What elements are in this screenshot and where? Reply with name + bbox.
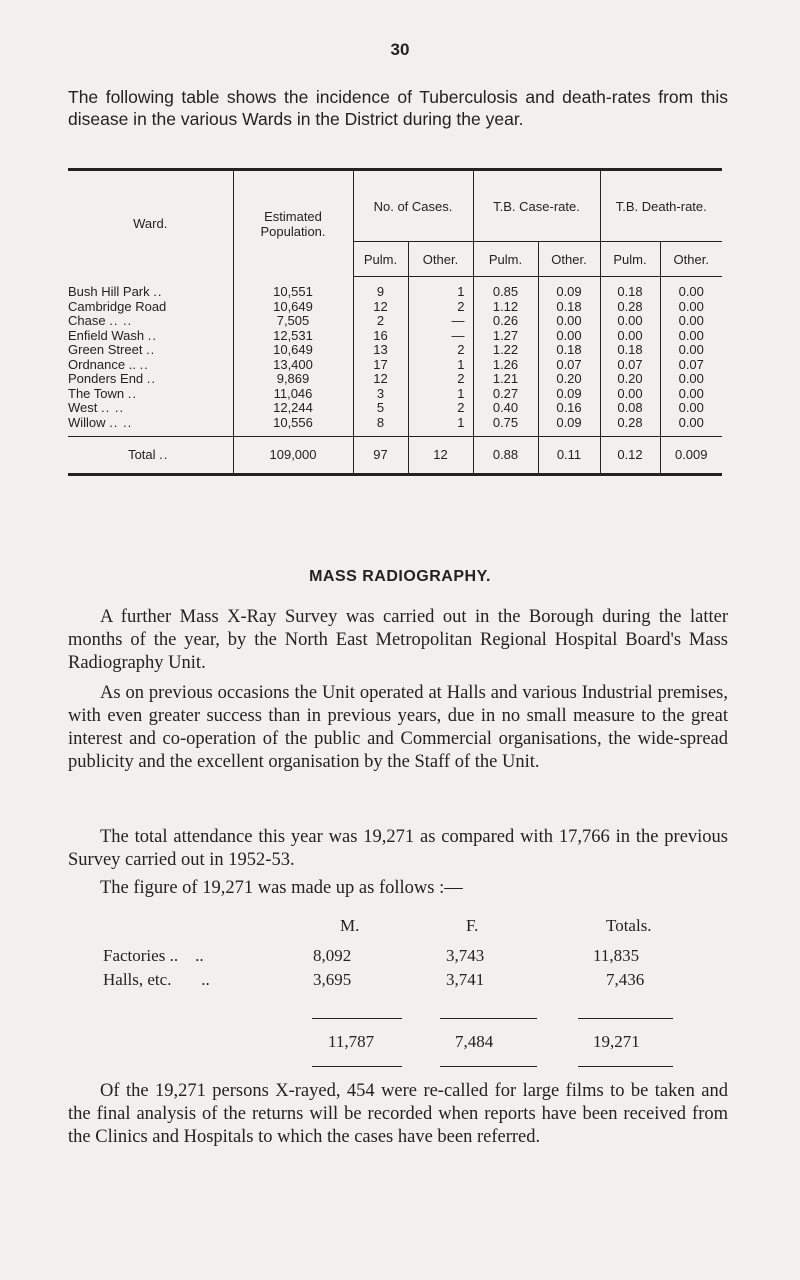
sum-f: 7,484 bbox=[455, 1032, 494, 1051]
halls-f: 3,741 bbox=[446, 970, 485, 989]
header-cases: No. of Cases. bbox=[353, 170, 473, 242]
total-label: Total bbox=[128, 446, 156, 462]
ward-name: Green Street bbox=[68, 342, 143, 357]
table-row bbox=[68, 300, 722, 315]
leader-dots: .. .. bbox=[109, 313, 133, 328]
ward-name: The Town bbox=[68, 385, 125, 401]
table-row bbox=[68, 343, 722, 358]
ward-name: Ponders End bbox=[68, 371, 144, 386]
header-deathrate-pulm: Pulm. bbox=[600, 242, 660, 277]
population-cell: 12,244 bbox=[233, 401, 353, 416]
leader-dots: .. .. bbox=[109, 414, 133, 430]
deathrate-pulm-cell: 0.00 bbox=[600, 314, 660, 329]
table-row bbox=[68, 329, 722, 344]
sum-rule-top bbox=[578, 1018, 673, 1019]
paragraph-figure-intro: The figure of 19,271 was made up as follows :— bbox=[100, 878, 463, 898]
cases-pulm-cell: 12 bbox=[353, 300, 408, 315]
caserate-pulm-cell: 0.85 bbox=[473, 277, 538, 300]
cases-pulm-cell: 5 bbox=[353, 401, 408, 416]
column-header-m: M. bbox=[340, 916, 360, 935]
population-cell: 11,046 bbox=[233, 387, 353, 402]
total-deathrate-pulm: 0.12 bbox=[600, 437, 660, 475]
table-row bbox=[68, 416, 722, 437]
deathrate-other-cell: 0.00 bbox=[660, 329, 722, 344]
sum-rule-bottom bbox=[312, 1066, 402, 1067]
leader-dots: .. bbox=[147, 327, 157, 343]
leader-dots: .. .. bbox=[101, 400, 125, 415]
cases-other-cell: 1 bbox=[408, 277, 473, 300]
cases-pulm-cell: 8 bbox=[353, 416, 408, 437]
population-cell: 12,531 bbox=[233, 329, 353, 344]
cases-pulm-cell: 9 bbox=[353, 277, 408, 300]
caserate-other-cell: 0.09 bbox=[538, 387, 600, 402]
deathrate-other-cell: 0.00 bbox=[660, 277, 722, 300]
total-deathrate-other: 0.009 bbox=[660, 437, 722, 475]
leader-dots: .. bbox=[195, 946, 204, 965]
paragraph-operation: As on previous occasions the Unit operated at Halls and various Industrial premises, with even greater success than in previous years, due in no small measure to the great interest and co-operation of the public and Commercial organisations, the wide-spread publicity and the excellent organisation by the Staff of the Unit. bbox=[68, 683, 728, 772]
column-header-totals: Totals. bbox=[606, 916, 652, 935]
table-row bbox=[68, 372, 722, 387]
total-cases-other: 12 bbox=[408, 437, 473, 475]
sum-total: 19,271 bbox=[593, 1032, 640, 1051]
total-population: 109,000 bbox=[233, 437, 353, 475]
row-label-halls: Halls, etc. .. bbox=[103, 970, 210, 989]
header-caserate-pulm: Pulm. bbox=[473, 242, 538, 277]
sum-rule-top bbox=[440, 1018, 537, 1019]
population-cell: 7,505 bbox=[233, 314, 353, 329]
caserate-pulm-cell: 1.27 bbox=[473, 329, 538, 344]
caserate-pulm-cell: 1.12 bbox=[473, 300, 538, 315]
halls-m: 3,695 bbox=[313, 970, 352, 989]
population-cell: 10,649 bbox=[233, 300, 353, 315]
header-ward: Ward. bbox=[133, 216, 168, 232]
deathrate-other-cell: 0.00 bbox=[660, 401, 722, 416]
column-header-f: F. bbox=[466, 916, 479, 935]
deathrate-other-cell: 0.00 bbox=[660, 300, 722, 315]
page-number: 30 bbox=[390, 40, 410, 59]
total-caserate-other: 0.11 bbox=[538, 437, 600, 475]
leader-dots: .. bbox=[146, 342, 156, 357]
table-row bbox=[68, 401, 722, 416]
table-row bbox=[68, 277, 722, 300]
caserate-other-cell: 0.00 bbox=[538, 314, 600, 329]
factories-f: 3,743 bbox=[446, 946, 485, 965]
leader-dots: .. bbox=[153, 283, 163, 299]
header-case-rate: T.B. Case-rate. bbox=[473, 170, 600, 242]
ward-name: West bbox=[68, 400, 98, 415]
caserate-other-cell: 0.00 bbox=[538, 329, 600, 344]
deathrate-other-cell: 0.00 bbox=[660, 343, 722, 358]
leader-dots: .. bbox=[146, 371, 157, 386]
deathrate-other-cell: 0.00 bbox=[660, 387, 722, 402]
caserate-pulm-cell: 1.26 bbox=[473, 358, 538, 373]
deathrate-pulm-cell: 0.18 bbox=[600, 277, 660, 300]
cases-other-cell: 2 bbox=[408, 343, 473, 358]
caserate-other-cell: 0.18 bbox=[538, 300, 600, 315]
cases-other-cell: 2 bbox=[408, 300, 473, 315]
cases-pulm-cell: 2 bbox=[353, 314, 408, 329]
cases-other-cell: — bbox=[408, 314, 473, 329]
table-row bbox=[68, 314, 722, 329]
population-cell: 13,400 bbox=[233, 358, 353, 373]
table-row bbox=[68, 358, 722, 373]
cases-other-cell: 2 bbox=[408, 401, 473, 416]
leader-dots: .. bbox=[127, 385, 137, 401]
population-cell: 10,551 bbox=[233, 277, 353, 300]
deathrate-pulm-cell: 0.28 bbox=[600, 300, 660, 315]
paragraph-attendance: The total attendance this year was 19,271 as compared with 17,766 in the previous Survey carried out in 1952-53. bbox=[68, 827, 728, 870]
caserate-pulm-cell: 1.21 bbox=[473, 372, 538, 387]
table-row bbox=[68, 387, 722, 402]
ward-name: Ordnance .. bbox=[68, 356, 136, 372]
total-cases-pulm: 97 bbox=[353, 437, 408, 475]
total-caserate-pulm: 0.88 bbox=[473, 437, 538, 475]
cases-pulm-cell: 12 bbox=[353, 372, 408, 387]
caserate-other-cell: 0.09 bbox=[538, 416, 600, 437]
total-row bbox=[68, 437, 722, 475]
row-label-factories: Factories .. .. bbox=[103, 946, 204, 965]
deathrate-other-cell: 0.00 bbox=[660, 372, 722, 387]
paragraph-survey: A further Mass X-Ray Survey was carried out in the Borough during the latter months of the year, by the North East Metropolitan Regional Hospital Board's Mass Radiography Unit. bbox=[68, 607, 728, 673]
ward-name: Willow bbox=[68, 414, 106, 430]
caserate-other-cell: 0.09 bbox=[538, 277, 600, 300]
deathrate-pulm-cell: 0.07 bbox=[600, 358, 660, 373]
deathrate-pulm-cell: 0.20 bbox=[600, 372, 660, 387]
header-cases-other: Other. bbox=[408, 242, 473, 277]
deathrate-pulm-cell: 0.00 bbox=[600, 387, 660, 402]
cases-pulm-cell: 13 bbox=[353, 343, 408, 358]
header-cases-pulm: Pulm. bbox=[353, 242, 408, 277]
caserate-other-cell: 0.07 bbox=[538, 358, 600, 373]
sum-m: 11,787 bbox=[328, 1032, 375, 1051]
population-cell: 10,556 bbox=[233, 416, 353, 437]
cases-pulm-cell: 3 bbox=[353, 387, 408, 402]
leader-dots: .. bbox=[159, 446, 169, 462]
section-heading: MASS RADIOGRAPHY. bbox=[309, 568, 491, 585]
caserate-other-cell: 0.18 bbox=[538, 343, 600, 358]
ward-name: Chase bbox=[68, 313, 106, 328]
caserate-pulm-cell: 0.75 bbox=[473, 416, 538, 437]
population-cell: 10,649 bbox=[233, 343, 353, 358]
paragraph-recall: Of the 19,271 persons X-rayed, 454 were re-called for large films to be taken and the final analysis of the returns will be recorded when reports have been received from the Clinics and Hospitals to which the cases have been referred. bbox=[68, 1081, 728, 1147]
factories-total: 11,835 bbox=[593, 946, 640, 965]
ward-name: Bush Hill Park bbox=[68, 283, 150, 299]
cases-other-cell: 1 bbox=[408, 358, 473, 373]
cases-pulm-cell: 17 bbox=[353, 358, 408, 373]
cases-pulm-cell: 16 bbox=[353, 329, 408, 344]
population-cell: 9,869 bbox=[233, 372, 353, 387]
factories-m: 8,092 bbox=[313, 946, 352, 965]
deathrate-other-cell: 0.07 bbox=[660, 358, 722, 373]
caserate-pulm-cell: 0.27 bbox=[473, 387, 538, 402]
cases-other-cell: — bbox=[408, 329, 473, 344]
ward-name: Cambridge Road bbox=[68, 298, 167, 314]
caserate-pulm-cell: 0.40 bbox=[473, 401, 538, 416]
ward-name: Enfield Wash bbox=[68, 327, 145, 343]
header-population: Estimated Population. bbox=[233, 170, 353, 277]
deathrate-pulm-cell: 0.18 bbox=[600, 343, 660, 358]
caserate-other-cell: 0.20 bbox=[538, 372, 600, 387]
sum-rule-top bbox=[312, 1018, 402, 1019]
caserate-pulm-cell: 0.26 bbox=[473, 314, 538, 329]
header-deathrate-other: Other. bbox=[660, 242, 722, 277]
deathrate-other-cell: 0.00 bbox=[660, 314, 722, 329]
intro-paragraph: The following table shows the incidence of Tuberculosis and death-rates from this disease in the various Wards in the District during the year. bbox=[68, 87, 728, 129]
leader-dots: .. bbox=[201, 970, 210, 989]
sum-rule-bottom bbox=[578, 1066, 673, 1067]
tuberculosis-table bbox=[68, 168, 722, 476]
deathrate-pulm-cell: 0.00 bbox=[600, 329, 660, 344]
deathrate-pulm-cell: 0.28 bbox=[600, 416, 660, 437]
halls-total: 7,436 bbox=[606, 970, 645, 989]
cases-other-cell: 1 bbox=[408, 416, 473, 437]
sum-rule-bottom bbox=[440, 1066, 537, 1067]
caserate-pulm-cell: 1.22 bbox=[473, 343, 538, 358]
caserate-other-cell: 0.16 bbox=[538, 401, 600, 416]
leader-dots: .. bbox=[139, 356, 149, 372]
header-caserate-other: Other. bbox=[538, 242, 600, 277]
cases-other-cell: 1 bbox=[408, 387, 473, 402]
deathrate-pulm-cell: 0.08 bbox=[600, 401, 660, 416]
cases-other-cell: 2 bbox=[408, 372, 473, 387]
header-death-rate: T.B. Death-rate. bbox=[600, 170, 722, 242]
deathrate-other-cell: 0.00 bbox=[660, 416, 722, 437]
